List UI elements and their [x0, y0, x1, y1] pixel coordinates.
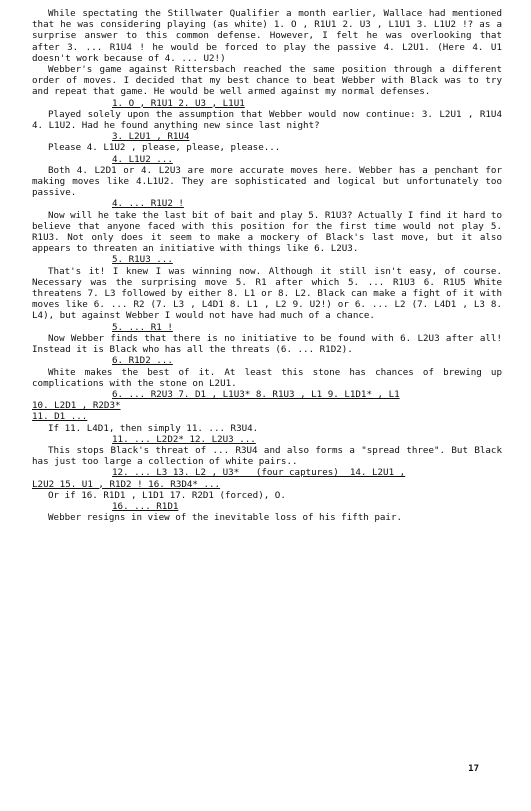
commentary-paragraph: Or if 16. R1D1 , L1D1 17. R2D1 (forced), O. [48, 489, 286, 501]
commentary-paragraph: Webber's game against Rittersbach reached the same position through a different order of moves. I decided that my best chance to beat Webber with Black was to try and repeat that game. He would be well armed against my normal defenses. [32, 64, 502, 98]
game-move-line: 4. ... R1U2 ! [112, 198, 184, 210]
game-move-line: 5. ... R1 ! [112, 321, 173, 333]
commentary-paragraph: Webber resigns in view of the inevitable loss of his fifth pair. [48, 512, 403, 524]
commentary-paragraph: White makes the best of it. At least this stone has chances of brewing up complications with the stone on L2U1. [32, 366, 502, 389]
page-number: 17 [468, 764, 479, 774]
game-move-continuation: 11. D1 ... [32, 411, 88, 423]
game-move-line: 6. ... R2U3 7. D1 , L1U3* 8. R1U3 , L1 9. L1D1* , L1 [112, 388, 400, 400]
game-move-line: 11. ... L2D2* 12. L2U3 ... [112, 433, 256, 445]
game-move-line: 4. L1U2 ... [112, 153, 173, 165]
game-move-line: 3. L2U1 , R1U4 [112, 131, 190, 143]
commentary-paragraph: If 11. L4D1, then simply 11. ... R3U4. [48, 422, 259, 434]
game-move-line: 12. ... L3 13. L2 , U3* (four captures) 14. L2U1 , [112, 467, 406, 479]
document-body [32, 8, 502, 523]
commentary-paragraph: That's it! I knew I was winning now. Although it still isn't easy, of course. Necessary was the surprising move 5. R1 after which 5. ... R1U3 6. R1U5 White threatens 7. L3 followed by either 8. L1 or 8. L2. Black can make a fight of it with moves like 6. ... R2 (7. L3 , L4D1 8. L1 , L2 9. U2!) or 6. ... L2 (7. L4D1 , L3 8. L4), but against Webber I would not have had much of a chance. [32, 265, 502, 322]
game-move-line: 6. R1D2 ... [112, 355, 173, 367]
commentary-paragraph: Now Webber finds that there is no initiative to be found with 6. L2U3 after all! Instead it is Black who has all the threats (6. ... R1D2). [32, 332, 502, 356]
commentary-paragraph: Please 4. L1U2 , please, please, please... [48, 142, 281, 154]
game-move-line: 1. O , R1U1 2. U3 , L1U1 [112, 97, 245, 109]
game-move-line: 5. R1U3 ... [112, 254, 173, 266]
commentary-paragraph: This stops Black's threat of ... R3U4 and also forms a "spread three". But Black has just too large a collection of white pairs.. [32, 444, 502, 468]
commentary-paragraph: Played solely upon the assumption that Webber would now continue: 3. L2U1 , R1U4 4. L1U2. Had he found anything new since last night? [32, 108, 502, 132]
game-move-continuation: 10. L2D1 , R2D3* [32, 400, 121, 412]
commentary-paragraph: Now will he take the last bit of bait and play 5. R1U3? Actually I find it hard to believe that anyone faced with this position for the first time would not play 5. R1U3. Not only does it seem to make a mockery of Black's last move, but it also appears to threaten an initiative with things like 6. L2U3. [32, 209, 502, 255]
commentary-paragraph: While spectating the Stillwater Qualifier a month earlier, Wallace had mentioned that he was considering playing (as white) 1. O , R1U1 2. U3 , L1U1 3. L1U2 !? as a surprise answer to this common defense. However, I felt he was overlooking that after 3. ... R1U4 ! he would be forced to play the passive 4. L2U1. (Here 4. U1 doesn't work because of 4. ... U2!) [32, 8, 502, 64]
game-move-continuation: L2U2 15. U1 , R1D2 ! 16. R3D4* ... [32, 478, 221, 490]
commentary-paragraph: Both 4. L2D1 or 4. L2U3 are more accurate moves here. Webber has a penchant for making moves like 4.L1U2. They are sophisticated and logical but unfortunately too passive. [32, 164, 502, 199]
game-move-line: 16. ... R1D1 [112, 500, 179, 512]
